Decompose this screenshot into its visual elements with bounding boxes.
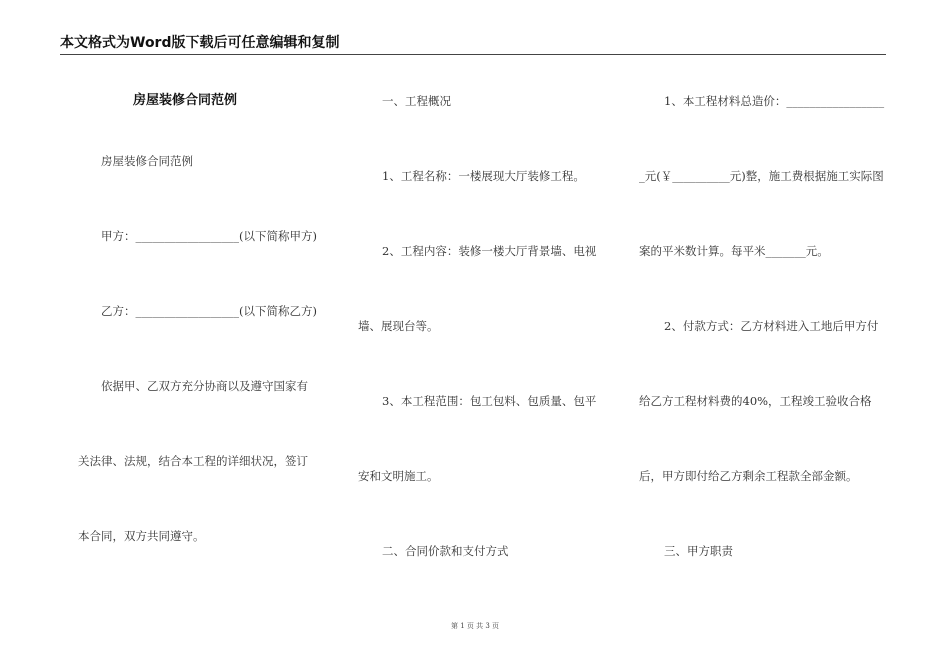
party-b-line: 乙方：__________________(以下简称乙方) — [101, 304, 317, 318]
header-divider — [60, 54, 886, 55]
paragraph-line: 1、本工程材料总造价：_________________ — [664, 94, 885, 108]
paragraph-line: 1、工程名称：一楼展现大厅装修工程。 — [382, 169, 585, 183]
document-title: 房屋装修合同范例 — [133, 93, 238, 108]
paragraph-line: 关法律、法规，结合本工程的详细状况，签订 — [78, 454, 308, 468]
paragraph-line: 给乙方工程材料费的40%，工程竣工验收合格 — [639, 394, 872, 408]
paragraph-line: 房屋装修合同范例 — [101, 154, 193, 168]
document-header: 本文格式为Word版下载后可任意编辑和复制 — [60, 35, 340, 51]
page-number: 第 1 页 共 3 页 — [450, 622, 500, 630]
section-heading: 一、工程概况 — [382, 94, 451, 108]
paragraph-line: 墙、展现台等。 — [358, 319, 439, 333]
paragraph-line: 安和文明施工。 — [358, 469, 439, 483]
paragraph-line: 依据甲、乙双方充分协商以及遵守国家有 — [101, 379, 308, 393]
section-heading: 三、甲方职责 — [664, 544, 733, 558]
paragraph-line: 后，甲方即付给乙方剩余工程款全部金额。 — [639, 469, 858, 483]
section-heading: 二、合同价款和支付方式 — [382, 544, 509, 558]
paragraph-line: 3、本工程范围：包工包料、包质量、包平 — [382, 394, 597, 408]
paragraph-line: 2、付款方式：乙方材料进入工地后甲方付 — [664, 319, 879, 333]
paragraph-line: 案的平米数计算。每平米_______元。 — [639, 244, 829, 258]
paragraph-line: _元(￥__________元)整，施工费根据施工实际图 — [639, 169, 884, 183]
paragraph-line: 2、工程内容：装修一楼大厅背景墙、电视 — [382, 244, 597, 258]
party-a-line: 甲方：__________________(以下简称甲方) — [101, 229, 317, 243]
paragraph-line: 本合同，双方共同遵守。 — [78, 529, 205, 543]
